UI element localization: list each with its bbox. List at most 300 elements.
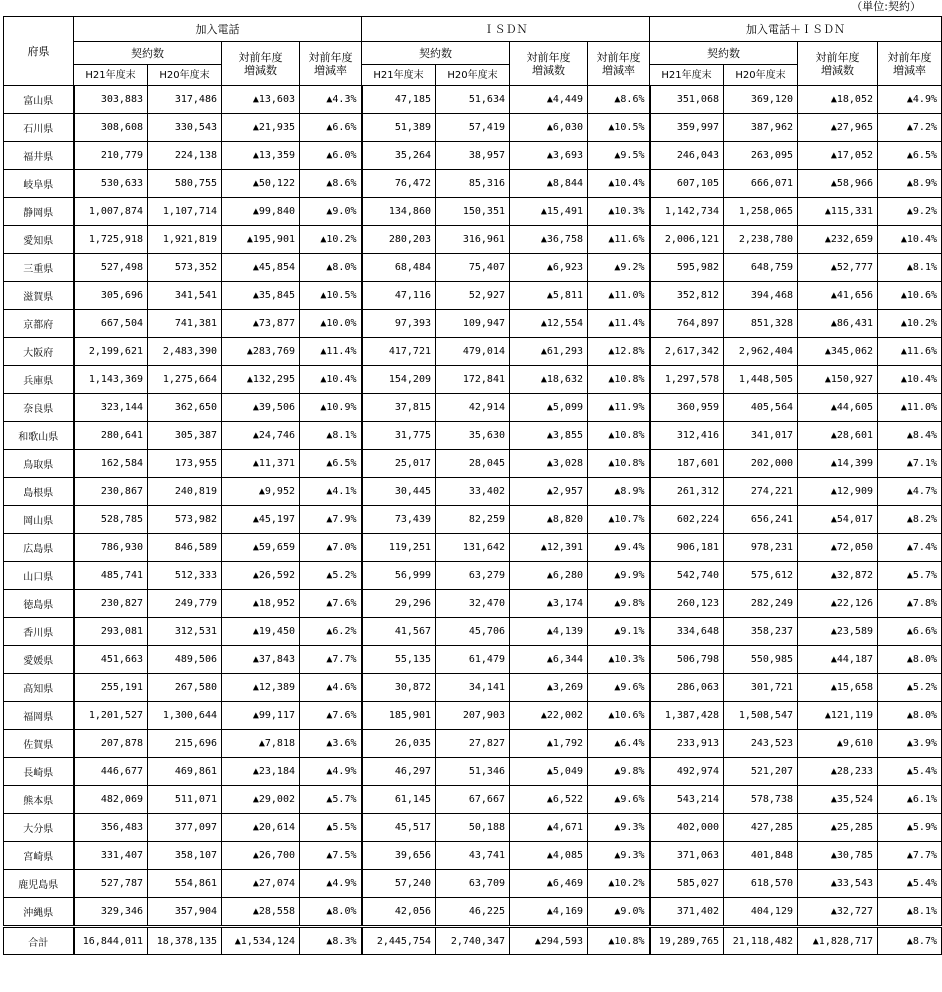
value-cell: ▲29,002: [222, 786, 300, 814]
table-row: [4, 366, 942, 394]
value-cell: 317,486: [148, 86, 222, 114]
header-h21: H21年度末: [650, 65, 724, 86]
value-cell: 351,068: [650, 86, 724, 114]
value-cell: 280,203: [362, 226, 436, 254]
value-cell: 301,721: [724, 674, 798, 702]
value-cell: 30,872: [362, 674, 436, 702]
prefecture-cell: 大阪府: [4, 338, 74, 366]
value-cell: ▲6,522: [510, 786, 588, 814]
value-cell: 312,531: [148, 618, 222, 646]
prefecture-cell: 京都府: [4, 310, 74, 338]
value-cell: 57,240: [362, 870, 436, 898]
value-cell: ▲6.0%: [300, 142, 362, 170]
value-cell: 362,650: [148, 394, 222, 422]
value-cell: ▲12,909: [798, 478, 878, 506]
value-cell: 580,755: [148, 170, 222, 198]
value-cell: 56,999: [362, 562, 436, 590]
value-cell: 46,225: [436, 898, 510, 927]
value-cell: 67,667: [436, 786, 510, 814]
value-cell: ▲9.5%: [588, 142, 650, 170]
value-cell: 417,721: [362, 338, 436, 366]
prefecture-cell: 香川県: [4, 618, 74, 646]
value-cell: ▲6,030: [510, 114, 588, 142]
value-cell: 293,081: [74, 618, 148, 646]
value-cell: ▲4.9%: [300, 758, 362, 786]
value-cell: ▲7.8%: [878, 590, 942, 618]
value-cell: 595,982: [650, 254, 724, 282]
value-cell: ▲9,952: [222, 478, 300, 506]
header-rate: 対前年度 増減率: [588, 42, 650, 86]
value-cell: 224,138: [148, 142, 222, 170]
value-cell: ▲5.7%: [878, 562, 942, 590]
value-cell: ▲4,449: [510, 86, 588, 114]
value-cell: 358,107: [148, 842, 222, 870]
value-cell: 978,231: [724, 534, 798, 562]
value-cell: 207,903: [436, 702, 510, 730]
value-cell: ▲28,233: [798, 758, 878, 786]
value-cell: 1,448,505: [724, 366, 798, 394]
value-cell: ▲39,506: [222, 394, 300, 422]
value-cell: 233,913: [650, 730, 724, 758]
value-cell: 1,300,644: [148, 702, 222, 730]
value-cell: 39,656: [362, 842, 436, 870]
value-cell: ▲8.4%: [878, 422, 942, 450]
prefecture-cell: 徳島県: [4, 590, 74, 618]
value-cell: ▲6,923: [510, 254, 588, 282]
table-row: [4, 590, 942, 618]
value-cell: 469,861: [148, 758, 222, 786]
value-cell: ▲23,184: [222, 758, 300, 786]
table-row: [4, 422, 942, 450]
value-cell: 341,017: [724, 422, 798, 450]
value-cell: ▲6.6%: [878, 618, 942, 646]
value-cell: ▲3,028: [510, 450, 588, 478]
prefecture-cell: 富山県: [4, 86, 74, 114]
value-cell: 1,201,527: [74, 702, 148, 730]
table-row: [4, 786, 942, 814]
value-cell: ▲8.7%: [878, 927, 942, 955]
value-cell: 506,798: [650, 646, 724, 674]
value-cell: ▲1,792: [510, 730, 588, 758]
value-cell: ▲5,049: [510, 758, 588, 786]
value-cell: ▲59,659: [222, 534, 300, 562]
value-cell: 21,118,482: [724, 927, 798, 955]
value-cell: 51,634: [436, 86, 510, 114]
value-cell: ▲6.1%: [878, 786, 942, 814]
prefecture-cell: 和歌山県: [4, 422, 74, 450]
header-group-total: 加入電話＋ＩＳＤＮ: [650, 17, 942, 42]
value-cell: ▲9.4%: [588, 534, 650, 562]
value-cell: 656,241: [724, 506, 798, 534]
value-cell: 230,827: [74, 590, 148, 618]
value-cell: 47,185: [362, 86, 436, 114]
value-cell: 31,775: [362, 422, 436, 450]
value-cell: ▲195,901: [222, 226, 300, 254]
value-cell: ▲11.4%: [300, 338, 362, 366]
value-cell: ▲10.4%: [300, 366, 362, 394]
value-cell: 73,439: [362, 506, 436, 534]
table-row: [4, 86, 942, 114]
value-cell: 109,947: [436, 310, 510, 338]
table-body: [4, 86, 942, 955]
value-cell: ▲10.8%: [588, 927, 650, 955]
value-cell: 25,017: [362, 450, 436, 478]
value-cell: ▲72,050: [798, 534, 878, 562]
value-cell: ▲45,854: [222, 254, 300, 282]
value-cell: 512,333: [148, 562, 222, 590]
table-row: [4, 646, 942, 674]
header-h21: H21年度末: [74, 65, 148, 86]
value-cell: 187,601: [650, 450, 724, 478]
value-cell: ▲4.1%: [300, 478, 362, 506]
value-cell: 42,914: [436, 394, 510, 422]
value-cell: ▲8.0%: [878, 702, 942, 730]
value-cell: ▲10.8%: [588, 422, 650, 450]
value-cell: 356,483: [74, 814, 148, 842]
value-cell: ▲99,840: [222, 198, 300, 226]
value-cell: ▲8.0%: [878, 646, 942, 674]
value-cell: ▲3,693: [510, 142, 588, 170]
table-row: [4, 338, 942, 366]
value-cell: ▲3,269: [510, 674, 588, 702]
value-cell: 38,957: [436, 142, 510, 170]
value-cell: 63,279: [436, 562, 510, 590]
value-cell: 57,419: [436, 114, 510, 142]
value-cell: 61,479: [436, 646, 510, 674]
prefecture-cell: 熊本県: [4, 786, 74, 814]
value-cell: ▲3.9%: [878, 730, 942, 758]
value-cell: ▲6,469: [510, 870, 588, 898]
value-cell: 530,633: [74, 170, 148, 198]
table-row: [4, 730, 942, 758]
value-cell: ▲11.4%: [588, 310, 650, 338]
value-cell: 585,027: [650, 870, 724, 898]
value-cell: 303,883: [74, 86, 148, 114]
header-change: 対前年度 増減数: [510, 42, 588, 86]
value-cell: ▲5.4%: [878, 758, 942, 786]
value-cell: ▲3,855: [510, 422, 588, 450]
value-cell: ▲99,117: [222, 702, 300, 730]
value-cell: ▲6.4%: [588, 730, 650, 758]
value-cell: 47,116: [362, 282, 436, 310]
value-cell: 134,860: [362, 198, 436, 226]
value-cell: 360,959: [650, 394, 724, 422]
value-cell: ▲7.4%: [878, 534, 942, 562]
value-cell: 35,630: [436, 422, 510, 450]
value-cell: 846,589: [148, 534, 222, 562]
value-cell: ▲12.8%: [588, 338, 650, 366]
value-cell: 485,741: [74, 562, 148, 590]
value-cell: ▲6.2%: [300, 618, 362, 646]
prefecture-cell: 鳥取県: [4, 450, 74, 478]
value-cell: 527,498: [74, 254, 148, 282]
value-cell: ▲11.9%: [588, 394, 650, 422]
value-cell: ▲26,592: [222, 562, 300, 590]
value-cell: ▲150,927: [798, 366, 878, 394]
value-cell: ▲5,099: [510, 394, 588, 422]
prefecture-cell: 奈良県: [4, 394, 74, 422]
value-cell: 263,095: [724, 142, 798, 170]
prefecture-cell: 石川県: [4, 114, 74, 142]
value-cell: 210,779: [74, 142, 148, 170]
value-cell: ▲9.3%: [588, 842, 650, 870]
value-cell: ▲30,785: [798, 842, 878, 870]
value-cell: ▲15,658: [798, 674, 878, 702]
value-cell: 377,097: [148, 814, 222, 842]
value-cell: 34,141: [436, 674, 510, 702]
value-cell: 261,312: [650, 478, 724, 506]
value-cell: 1,143,369: [74, 366, 148, 394]
value-cell: ▲9.3%: [588, 814, 650, 842]
value-cell: ▲35,524: [798, 786, 878, 814]
value-cell: ▲5,811: [510, 282, 588, 310]
value-cell: ▲9.2%: [878, 198, 942, 226]
value-cell: ▲4.9%: [878, 86, 942, 114]
value-cell: 1,725,918: [74, 226, 148, 254]
table-row: [4, 114, 942, 142]
prefecture-cell: 静岡県: [4, 198, 74, 226]
table-row: [4, 702, 942, 730]
value-cell: 172,841: [436, 366, 510, 394]
header-change: 対前年度 増減数: [798, 42, 878, 86]
prefecture-cell: 岐阜県: [4, 170, 74, 198]
value-cell: ▲5.2%: [878, 674, 942, 702]
prefecture-cell: 大分県: [4, 814, 74, 842]
value-cell: ▲6.6%: [300, 114, 362, 142]
table-row: [4, 142, 942, 170]
value-cell: ▲9.6%: [588, 674, 650, 702]
value-cell: 51,346: [436, 758, 510, 786]
value-cell: ▲232,659: [798, 226, 878, 254]
value-cell: 260,123: [650, 590, 724, 618]
value-cell: 2,199,621: [74, 338, 148, 366]
table-row: [4, 394, 942, 422]
header-h20: H20年度末: [724, 65, 798, 86]
value-cell: 46,297: [362, 758, 436, 786]
value-cell: ▲6.5%: [878, 142, 942, 170]
value-cell: ▲8.1%: [878, 898, 942, 927]
header-h20: H20年度末: [436, 65, 510, 86]
value-cell: ▲27,074: [222, 870, 300, 898]
value-cell: 1,142,734: [650, 198, 724, 226]
prefecture-cell: 高知県: [4, 674, 74, 702]
value-cell: 97,393: [362, 310, 436, 338]
value-cell: 33,402: [436, 478, 510, 506]
value-cell: ▲11.6%: [878, 338, 942, 366]
table-row: [4, 450, 942, 478]
value-cell: 255,191: [74, 674, 148, 702]
value-cell: ▲10.3%: [588, 646, 650, 674]
prefecture-cell: 宮崎県: [4, 842, 74, 870]
value-cell: 1,508,547: [724, 702, 798, 730]
value-cell: ▲8.2%: [878, 506, 942, 534]
value-cell: 667,504: [74, 310, 148, 338]
value-cell: ▲7.7%: [878, 842, 942, 870]
value-cell: ▲8.9%: [878, 170, 942, 198]
prefecture-cell: 滋賀県: [4, 282, 74, 310]
value-cell: ▲8.3%: [300, 927, 362, 955]
value-cell: 1,258,065: [724, 198, 798, 226]
value-cell: ▲28,558: [222, 898, 300, 927]
value-cell: ▲8,844: [510, 170, 588, 198]
contracts-table: [3, 16, 942, 955]
prefecture-cell: 福井県: [4, 142, 74, 170]
value-cell: ▲37,843: [222, 646, 300, 674]
value-cell: 371,402: [650, 898, 724, 927]
header-change: 対前年度 増減数: [222, 42, 300, 86]
value-cell: 75,407: [436, 254, 510, 282]
value-cell: ▲10.5%: [588, 114, 650, 142]
value-cell: 1,921,819: [148, 226, 222, 254]
value-cell: ▲9.8%: [588, 590, 650, 618]
value-cell: 1,275,664: [148, 366, 222, 394]
value-cell: 282,249: [724, 590, 798, 618]
value-cell: ▲10.3%: [588, 198, 650, 226]
table-row: [4, 478, 942, 506]
prefecture-cell: 長崎県: [4, 758, 74, 786]
value-cell: 2,238,780: [724, 226, 798, 254]
value-cell: 246,043: [650, 142, 724, 170]
value-cell: ▲8.9%: [588, 478, 650, 506]
prefecture-cell: 岡山県: [4, 506, 74, 534]
value-cell: ▲5.2%: [300, 562, 362, 590]
value-cell: ▲41,656: [798, 282, 878, 310]
value-cell: 16,844,011: [74, 927, 148, 955]
value-cell: 369,120: [724, 86, 798, 114]
prefecture-cell: 合計: [4, 927, 74, 955]
value-cell: 492,974: [650, 758, 724, 786]
value-cell: 1,387,428: [650, 702, 724, 730]
value-cell: 405,564: [724, 394, 798, 422]
value-cell: 573,352: [148, 254, 222, 282]
value-cell: ▲8.0%: [300, 898, 362, 927]
value-cell: ▲3.6%: [300, 730, 362, 758]
value-cell: ▲33,543: [798, 870, 878, 898]
value-cell: 578,738: [724, 786, 798, 814]
value-cell: ▲22,002: [510, 702, 588, 730]
value-cell: 602,224: [650, 506, 724, 534]
value-cell: ▲4.3%: [300, 86, 362, 114]
value-cell: 1,107,714: [148, 198, 222, 226]
value-cell: ▲15,491: [510, 198, 588, 226]
value-cell: ▲35,845: [222, 282, 300, 310]
value-cell: 334,648: [650, 618, 724, 646]
value-cell: 607,105: [650, 170, 724, 198]
value-cell: 352,812: [650, 282, 724, 310]
table-row: [4, 758, 942, 786]
table-row: [4, 618, 942, 646]
value-cell: 52,927: [436, 282, 510, 310]
value-cell: 479,014: [436, 338, 510, 366]
value-cell: 249,779: [148, 590, 222, 618]
value-cell: ▲7,818: [222, 730, 300, 758]
value-cell: 215,696: [148, 730, 222, 758]
value-cell: ▲6,344: [510, 646, 588, 674]
table-row: [4, 562, 942, 590]
value-cell: ▲10.6%: [878, 282, 942, 310]
value-cell: ▲54,017: [798, 506, 878, 534]
value-cell: ▲9.2%: [588, 254, 650, 282]
value-cell: ▲10.4%: [588, 170, 650, 198]
value-cell: 41,567: [362, 618, 436, 646]
value-cell: 573,982: [148, 506, 222, 534]
value-cell: ▲7.5%: [300, 842, 362, 870]
value-cell: ▲32,872: [798, 562, 878, 590]
table-row: [4, 674, 942, 702]
value-cell: ▲7.9%: [300, 506, 362, 534]
value-cell: 786,930: [74, 534, 148, 562]
value-cell: 51,389: [362, 114, 436, 142]
value-cell: 542,740: [650, 562, 724, 590]
value-cell: ▲6,280: [510, 562, 588, 590]
table-row: [4, 310, 942, 338]
value-cell: ▲8.1%: [300, 422, 362, 450]
header-group-isdn: ＩＳＤＮ: [362, 17, 650, 42]
value-cell: 618,570: [724, 870, 798, 898]
value-cell: 207,878: [74, 730, 148, 758]
value-cell: 305,696: [74, 282, 148, 310]
value-cell: ▲11.0%: [878, 394, 942, 422]
value-cell: ▲4.6%: [300, 674, 362, 702]
value-cell: ▲10.9%: [300, 394, 362, 422]
value-cell: 666,071: [724, 170, 798, 198]
value-cell: ▲25,285: [798, 814, 878, 842]
value-cell: 2,006,121: [650, 226, 724, 254]
value-cell: 154,209: [362, 366, 436, 394]
prefecture-cell: 鹿児島県: [4, 870, 74, 898]
header-pref: 府県: [4, 17, 74, 86]
value-cell: ▲19,450: [222, 618, 300, 646]
prefecture-cell: 福岡県: [4, 702, 74, 730]
value-cell: ▲10.8%: [588, 366, 650, 394]
value-cell: ▲45,197: [222, 506, 300, 534]
value-cell: 357,904: [148, 898, 222, 927]
value-cell: 37,815: [362, 394, 436, 422]
value-cell: ▲12,389: [222, 674, 300, 702]
value-cell: 185,901: [362, 702, 436, 730]
value-cell: ▲86,431: [798, 310, 878, 338]
value-cell: ▲28,601: [798, 422, 878, 450]
value-cell: 305,387: [148, 422, 222, 450]
value-cell: 26,035: [362, 730, 436, 758]
value-cell: ▲283,769: [222, 338, 300, 366]
value-cell: ▲10.0%: [300, 310, 362, 338]
value-cell: ▲2,957: [510, 478, 588, 506]
value-cell: ▲11.6%: [588, 226, 650, 254]
value-cell: 267,580: [148, 674, 222, 702]
value-cell: ▲7.1%: [878, 450, 942, 478]
value-cell: ▲61,293: [510, 338, 588, 366]
prefecture-cell: 沖縄県: [4, 898, 74, 927]
value-cell: ▲12,554: [510, 310, 588, 338]
value-cell: ▲7.6%: [300, 702, 362, 730]
value-cell: ▲7.0%: [300, 534, 362, 562]
unit-note: （単位:契約）: [851, 0, 921, 13]
value-cell: 329,346: [74, 898, 148, 927]
value-cell: 50,188: [436, 814, 510, 842]
value-cell: ▲22,126: [798, 590, 878, 618]
value-cell: ▲36,758: [510, 226, 588, 254]
value-cell: 27,827: [436, 730, 510, 758]
value-cell: ▲14,399: [798, 450, 878, 478]
value-cell: 43,741: [436, 842, 510, 870]
value-cell: 906,181: [650, 534, 724, 562]
value-cell: ▲11.0%: [588, 282, 650, 310]
value-cell: 528,785: [74, 506, 148, 534]
value-cell: 330,543: [148, 114, 222, 142]
value-cell: ▲1,828,717: [798, 927, 878, 955]
prefecture-cell: 兵庫県: [4, 366, 74, 394]
